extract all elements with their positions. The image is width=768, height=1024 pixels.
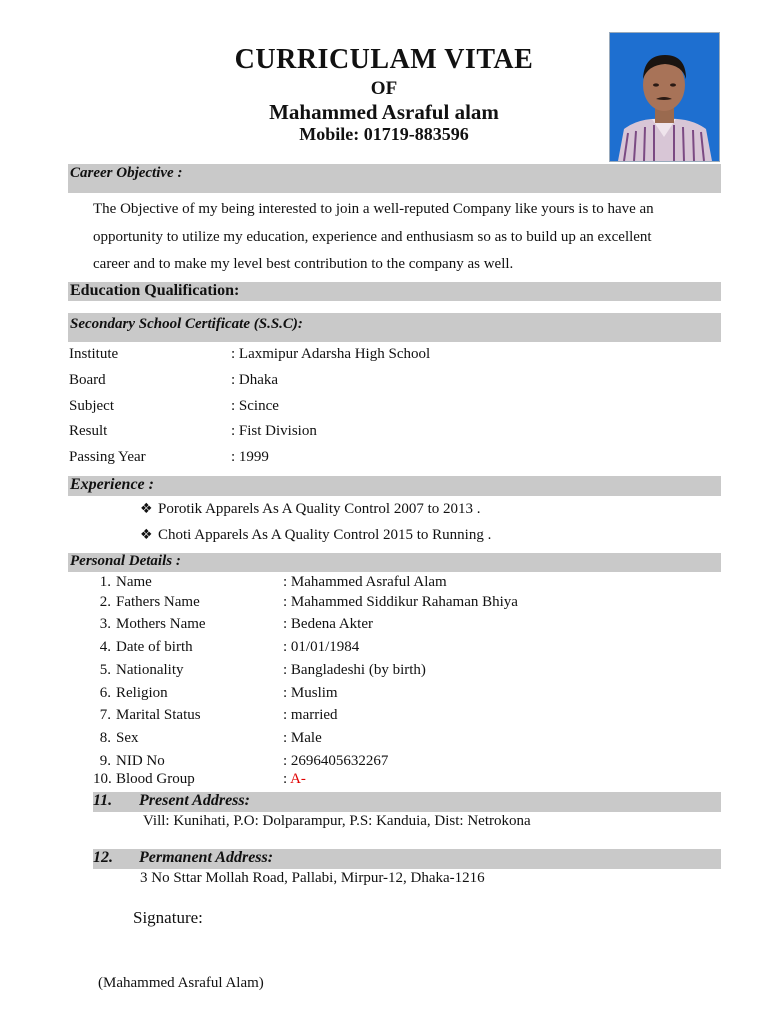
personal-row-date-of-birth: [0, 639, 768, 659]
education-row-subject: [0, 398, 768, 418]
personal-value: : Bedena Akter: [283, 616, 373, 632]
personal-row-fathers-name: [0, 594, 768, 614]
personal-row-religion: [0, 685, 768, 705]
career-objective-line: The Objective of my being interested to join a well-reputed Company like yours is to have an: [93, 201, 654, 217]
ssc-heading: Secondary School Certificate (S.S.C):: [70, 316, 303, 332]
education-value: : 1999: [231, 449, 269, 465]
permanent-address-heading-bar: [93, 849, 721, 869]
personal-row-nationality: [0, 662, 768, 682]
education-value: : Fist Division: [231, 423, 317, 439]
personal-label: Mothers Name: [116, 616, 206, 632]
personal-label: Nationality: [116, 662, 184, 678]
career-objective-heading: Career Objective :: [70, 165, 183, 181]
row-number: 3.: [99, 616, 111, 632]
row-number: 4.: [99, 639, 111, 655]
education-value: : Scince: [231, 398, 279, 414]
personal-value: : 01/01/1984: [283, 639, 360, 655]
permanent-address-text: 3 No Sttar Mollah Road, Pallabi, Mirpur-12, Dhaka-1216: [140, 870, 485, 886]
row-number: 2.: [99, 594, 111, 610]
career-objective-line: career and to make my level best contribution to the company as well.: [93, 256, 514, 272]
diamond-bullet-icon: ❖: [140, 527, 153, 543]
education-label: Subject: [69, 398, 114, 414]
present-address-heading: Present Address:: [139, 792, 250, 809]
experience-item: [140, 527, 700, 544]
row-number: 7.: [99, 707, 111, 723]
personal-value: : Mahammed Siddikur Rahaman Bhiya: [283, 594, 518, 610]
personal-label: Blood Group: [116, 771, 195, 787]
present-address-number: 11.: [93, 792, 113, 809]
ssc-heading-bar: [68, 313, 721, 342]
row-number: 1.: [99, 574, 111, 590]
personal-row-mothers-name: [0, 616, 768, 636]
personal-value: : Bangladeshi (by birth): [283, 662, 426, 678]
education-label: Result: [69, 423, 108, 439]
candidate-name: Mahammed Asraful alam: [269, 100, 499, 124]
personal-row-name: [0, 574, 768, 594]
education-row-board: [0, 372, 768, 392]
personal-label: Marital Status: [116, 707, 201, 723]
profile-photo-graphic: [610, 33, 719, 161]
career-objective-line: opportunity to utilize my education, experience and enthusiasm so as to build up an excellent: [93, 228, 652, 245]
present-address-text: Vill: Kunihati, P.O: Dolparampur, P.S: Kanduia, Dist: Netrokona: [143, 813, 531, 829]
experience-heading: Experience :: [70, 476, 154, 493]
personal-details-heading-bar: [68, 553, 721, 572]
blood-group-text: A-: [290, 771, 306, 787]
personal-label: NID No: [116, 753, 165, 769]
education-heading-bar: [68, 282, 721, 301]
experience-item: [140, 501, 700, 518]
education-row-institute: [0, 346, 768, 366]
cv-title: CURRICULAM VITAE: [234, 44, 534, 75]
present-address-heading-bar: [93, 792, 721, 812]
personal-details-heading: Personal Details :: [70, 553, 181, 569]
personal-value: : married: [283, 707, 338, 723]
personal-label: Name: [116, 574, 152, 590]
personal-value: : 2696405632267: [283, 753, 389, 769]
row-number: 6.: [99, 685, 111, 701]
mobile-number: Mobile: 01719-883596: [299, 124, 469, 144]
diamond-bullet-icon: ❖: [140, 501, 153, 517]
row-number: 5.: [99, 662, 111, 678]
blood-group-colon: :: [283, 771, 291, 787]
signature-label: Signature:: [133, 908, 203, 927]
experience-text: Porotik Apparels As A Quality Control 2007 to 2013 .: [158, 501, 481, 517]
experience-heading-bar: [68, 476, 721, 496]
education-heading: Education Qualification:: [70, 282, 240, 299]
cv-of: OF: [370, 78, 398, 99]
personal-value: : Muslim: [283, 685, 338, 701]
career-objective-text: [93, 196, 723, 279]
personal-label: Fathers Name: [116, 594, 200, 610]
profile-photo: [609, 32, 720, 162]
experience-text: Choti Apparels As A Quality Control 2015 to Running .: [158, 527, 492, 543]
permanent-address-number: 12.: [93, 849, 113, 866]
row-number: 10.: [93, 771, 112, 787]
personal-row-blood-group: [0, 771, 768, 791]
education-label: Passing Year: [69, 449, 146, 465]
permanent-address-heading: Permanent Address:: [139, 849, 274, 866]
education-row-passing-year: [0, 449, 768, 469]
personal-value: : Male: [283, 730, 322, 746]
education-row-result: [0, 423, 768, 443]
personal-value: : Mahammed Asraful Alam: [283, 574, 447, 590]
career-objective-heading-bar: [68, 164, 721, 193]
education-value: : Dhaka: [231, 372, 279, 388]
education-label: Board: [69, 372, 106, 388]
education-value: : Laxmipur Adarsha High School: [231, 346, 431, 362]
row-number: 9.: [99, 753, 111, 769]
personal-label: Sex: [116, 730, 139, 746]
personal-row-marital-status: [0, 707, 768, 727]
personal-row-sex: [0, 730, 768, 750]
education-label: Institute: [69, 346, 119, 362]
signature-name: (Mahammed Asraful Alam): [98, 975, 264, 991]
row-number: 8.: [99, 730, 111, 746]
blood-group-value: [283, 771, 306, 788]
personal-label: Religion: [116, 685, 168, 701]
personal-row-nid-no: [0, 753, 768, 773]
personal-label: Date of birth: [116, 639, 193, 655]
